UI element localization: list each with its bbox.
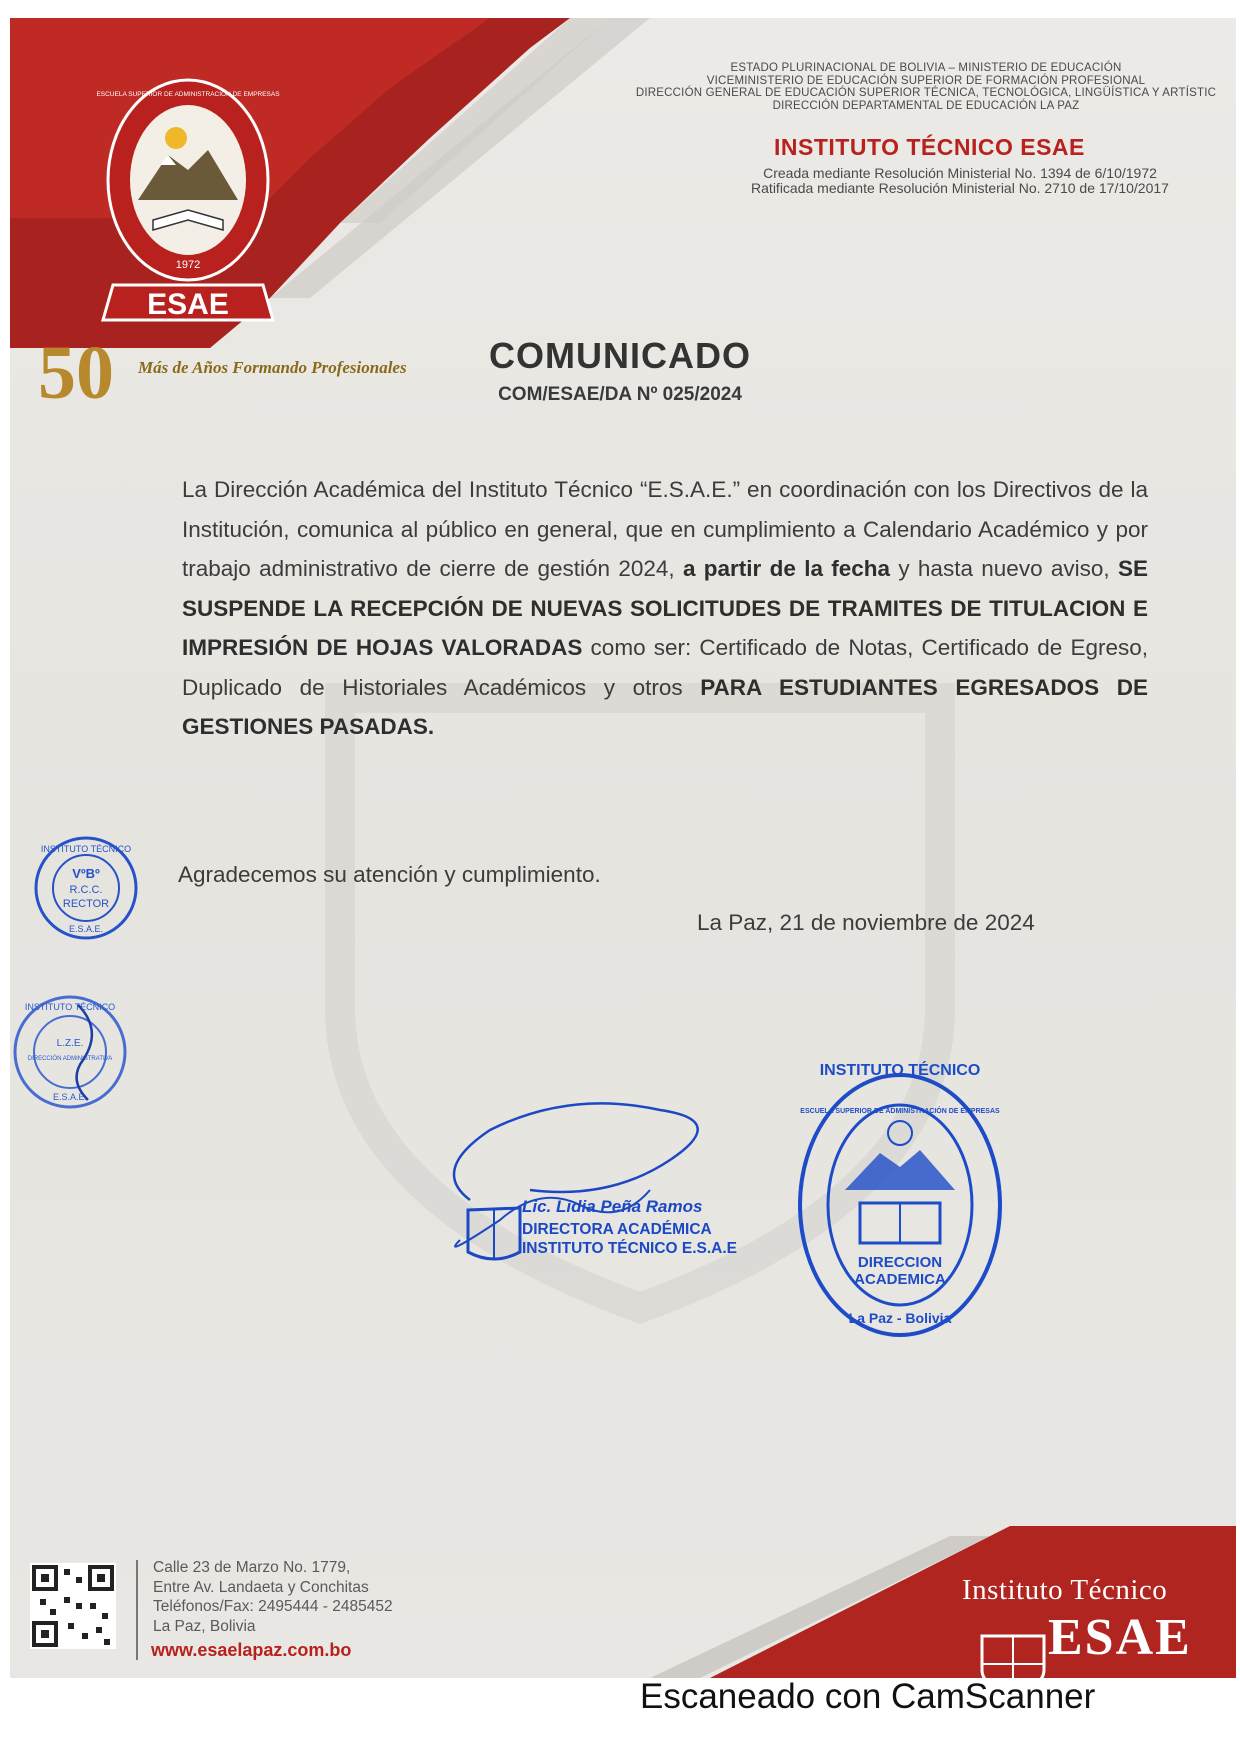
logo-ring-text: ESCUELA SUPERIOR DE ADMINISTRACIÓN DE EMPRESAS: [96, 91, 280, 98]
gov-line: ESTADO PLURINACIONAL DE BOLIVIA – MINISTERIO DE EDUCACIÓN: [730, 62, 1122, 74]
footer-divider: [136, 1560, 138, 1660]
admin-stamp: [8, 990, 133, 1115]
rector-ring-text: INSTITUTO TÉCNICO: [40, 844, 132, 854]
big-stamp-center-1: DIRECCION: [857, 1254, 943, 1271]
director-signature: [410, 1090, 740, 1290]
footer-website[interactable]: www.esaelapaz.com.bo: [151, 1640, 352, 1660]
footer-address: [153, 1558, 393, 1636]
scanner-watermark: Escaneado con CamScanner: [640, 1677, 1096, 1716]
signer-role-block: [522, 1220, 737, 1258]
address-line: Teléfonos/Fax: 2495444 - 2485452: [153, 1598, 393, 1615]
document-page: [10, 18, 1236, 1678]
body-segment: La Dirección Académica del Instituto Técnico “E.S.A.E.” en coordinación con los Directivos de la Institución, comunica al público en general, que en cumplimiento a Calendario Académico y por trabajo administrativo de cierre de gestión 2024,: [182, 477, 1148, 581]
rector-initials: R.C.C.: [69, 884, 103, 896]
address-line: La Paz, Bolivia: [153, 1617, 256, 1635]
resolution-lines: [710, 166, 1210, 196]
rector-stamp: [30, 832, 142, 944]
resolution-ratified: Ratificada mediante Resolución Ministerial No. 2710 de 17/10/2017: [751, 180, 1169, 196]
big-stamp-top: INSTITUTO TÉCNICO: [819, 1062, 981, 1079]
footer-brand-line: Instituto Técnico: [962, 1574, 1168, 1606]
body-segment: y hasta nuevo aviso,: [890, 556, 1118, 581]
esae-logo: [98, 70, 278, 340]
address-line: Entre Av. Landaeta y Conchitas: [153, 1578, 369, 1596]
academic-direction-stamp: [790, 1055, 1010, 1345]
rector-role: RECTOR: [62, 898, 110, 910]
anniversary-text: Más de Años Formando Profesionales: [138, 358, 407, 377]
document-title: COMUNICADO: [489, 335, 751, 376]
resolution-created: Creada mediante Resolución Ministerial No. 1394 de 6/10/1972: [763, 165, 1157, 181]
signer-role: DIRECTORA ACADÉMICA: [522, 1221, 712, 1238]
signer-name: Lic. Lidia Peña Ramos: [522, 1197, 703, 1216]
body-emphasis: SE SUSPENDE LA RECEPCIÓN DE NUEVAS SOLICITUDES DE TRAMITES DE TITULACION E IMPRESIÓN DE HOJAS VALORADAS: [182, 556, 1148, 660]
logo-year: 1972: [175, 259, 201, 271]
anniversary-number: 50: [38, 331, 114, 415]
rector-bottom: E.S.A.E.: [68, 924, 104, 934]
government-lines: [626, 62, 1226, 112]
footer-brand-word: ESAE: [1048, 1609, 1192, 1666]
document-body: [182, 470, 1148, 747]
gov-line: VICEMINISTERIO DE EDUCACIÓN SUPERIOR DE FORMACIÓN PROFESIONAL: [706, 74, 1146, 87]
institution-name: INSTITUTO TÉCNICO ESAE: [774, 134, 1085, 160]
logo-word: ESAE: [147, 288, 229, 321]
qr-code-icon: [30, 1563, 116, 1649]
document-date: La Paz, 21 de noviembre de 2024: [697, 910, 1035, 935]
big-stamp-ring: ESCUELA SUPERIOR DE ADMINISTRACIÓN DE EMPRESAS: [800, 1108, 1000, 1115]
admin-ring-text: INSTITUTO TÉCNICO: [24, 1002, 116, 1012]
closing-thanks: Agradecemos su atención y cumplimiento.: [178, 862, 601, 887]
admin-bottom: E.S.A.E.: [52, 1092, 88, 1102]
admin-initials: L.Z.E.: [56, 1038, 84, 1049]
rector-vb: VºBº: [72, 866, 100, 881]
document-code: COM/ESAE/DA Nº 025/2024: [498, 384, 742, 405]
signer-institution: INSTITUTO TÉCNICO E.S.A.E: [522, 1240, 738, 1257]
body-emphasis: a partir de la fecha: [682, 556, 891, 581]
body-emphasis: PARA ESTUDIANTES EGRESADOS DE GESTIONES PASADAS.: [182, 674, 1148, 739]
gov-line: DIRECCIÓN GENERAL DE EDUCACIÓN SUPERIOR TÉCNICA, TECNOLÓGICA, LINGÜÍSTICA Y ARTÍSTIC: [635, 87, 1217, 99]
gov-line: DIRECCIÓN DEPARTAMENTAL DE EDUCACIÓN LA PAZ: [772, 99, 1080, 112]
address-line: Calle 23 de Marzo No. 1779,: [153, 1559, 351, 1576]
big-stamp-bottom: La Paz - Bolivia: [848, 1310, 952, 1326]
body-segment: como ser: Certificado de Notas, Certificado de Egreso, Duplicado de Historiales Académicos y otros: [182, 635, 1148, 700]
admin-role: DIRECCIÓN ADMINISTRATIVA: [27, 1056, 113, 1062]
big-stamp-center-2: ACADEMICA: [854, 1271, 946, 1288]
